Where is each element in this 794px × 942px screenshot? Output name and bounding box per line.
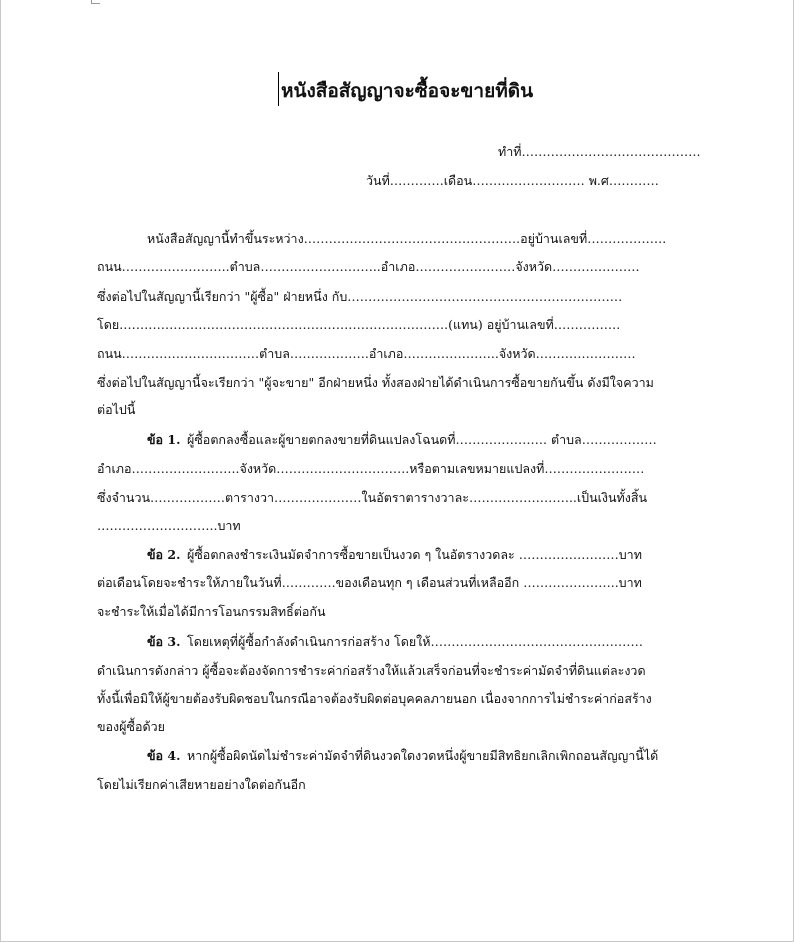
clause-2-label: ข้อ 2. bbox=[147, 547, 181, 562]
clause-4-first-line: หากผู้ซื้อผิดนัดไม่ชำระค่ามัดจำที่ดินงวดใดงวดหนึ่งผู้ขายมีสิทธิยกเลิกเพิกถอนสัญญานี้ได้ bbox=[187, 748, 659, 763]
clause-3-line: ทั้งนี้เพื่อมิให้ผู้ขายต้องรับผิดชอบในกรณีอาจต้องรับผิดต่อบุคคลภายนอก เนื่องจากการไม่ชำระค่าก่อสร้าง bbox=[97, 691, 652, 706]
body-line: ซึ่งต่อไปในสัญญานี้จะเรียกว่า "ผู้จะขาย" อีกฝ่ายหนึ่ง ทั้งสองฝ่ายได้ดำเนินการซื้อขายกันขึ้น ดังมีใจความ bbox=[97, 375, 654, 390]
page-corner-mark bbox=[91, 0, 100, 4]
body-line: ถนน……………………..ตำบล………………………..อำเภอ……………………จังหวัด………………… bbox=[97, 259, 640, 274]
clause-1-line: ซึ่งจำนวน………………ตารางวา…………………ในอัตราตารางวาละ……………………..เป็นเงินทั้งสิ้น bbox=[97, 490, 648, 505]
body-line: หนังสือสัญญานี้ทำขึ้นระหว่าง…………………………………………….อยู่บ้านเลขที่………………. bbox=[147, 231, 667, 246]
clause-4-line: โดยไม่เรียกค่าเสียหายอย่างใดต่อกันอีก bbox=[97, 777, 306, 792]
clause-2-line: ต่อเดือนโดยจะชำระให้ภายในวันที่………….ของเดือนทุก ๆ เดือนส่วนที่เหลืออีก …………………..บาท bbox=[97, 575, 642, 590]
text-cursor bbox=[278, 72, 279, 106]
clause-2-line: จะชำระให้เมื่อได้มีการโอนกรรมสิทธิ์ต่อกัน bbox=[97, 604, 326, 619]
clause-4-label: ข้อ 4. bbox=[147, 748, 181, 763]
clause-1-first-line: ผู้ซื้อตกลงซื้อและผู้ขายตกลงขายที่ดินแปลงโฉนดที่…………………. ตำบล……………… bbox=[187, 432, 657, 447]
clause-3-first-line: โดยเหตุที่ผู้ซื้อกำลังดำเนินการก่อสร้าง โดยให้…………………………………………… bbox=[187, 634, 644, 649]
body-line: โดย…………………………………………………………………….(แทน) อยู่บ้านเลขที่……………. bbox=[97, 317, 621, 332]
clause-3-label: ข้อ 3. bbox=[147, 634, 181, 649]
document-title: หนังสือสัญญาจะซื้อจะขายที่ดิน bbox=[281, 80, 534, 102]
body-line: ต่อไปนี้ bbox=[97, 402, 136, 417]
clause-1-line: อำเภอ……………………..จังหวัด…………………………..หรือตามเลขหมายแปลงที่…………………… bbox=[97, 461, 645, 476]
clause-2-first-line: ผู้ซื้อตกลงชำระเงินมัดจำการซื้อขายเป็นงวด ๆ ในอัตรางวดละ ……………………บาท bbox=[187, 547, 642, 562]
place-line: ทำที่……………………………………. bbox=[498, 144, 701, 159]
body-line: ซึ่งต่อไปในสัญญานี้เรียกว่า "ผู้ซื้อ" ฝ่ายหนึ่ง กับ………………………………………………………… bbox=[97, 289, 623, 304]
clause-3-line: ของผู้ซื้อด้วย bbox=[97, 719, 165, 734]
body-line: ถนน……………………………ตำบล……………….อำเภอ…………………..จังหวัด…………………… bbox=[97, 346, 636, 361]
clause-1-label: ข้อ 1. bbox=[147, 432, 181, 447]
clause-1-line: ………………………..บาท bbox=[97, 518, 241, 533]
clause-3-line: ดำเนินการดังกล่าว ผู้ซื้อจะต้องจัดการชำระค่าก่อสร้างให้แล้วเสร็จก่อนที่จะชำระค่ามัดจำที่ดินแต่ละงวด bbox=[97, 663, 646, 678]
date-line: วันที่………….เดือน……………………… พ.ศ………… bbox=[366, 173, 659, 188]
